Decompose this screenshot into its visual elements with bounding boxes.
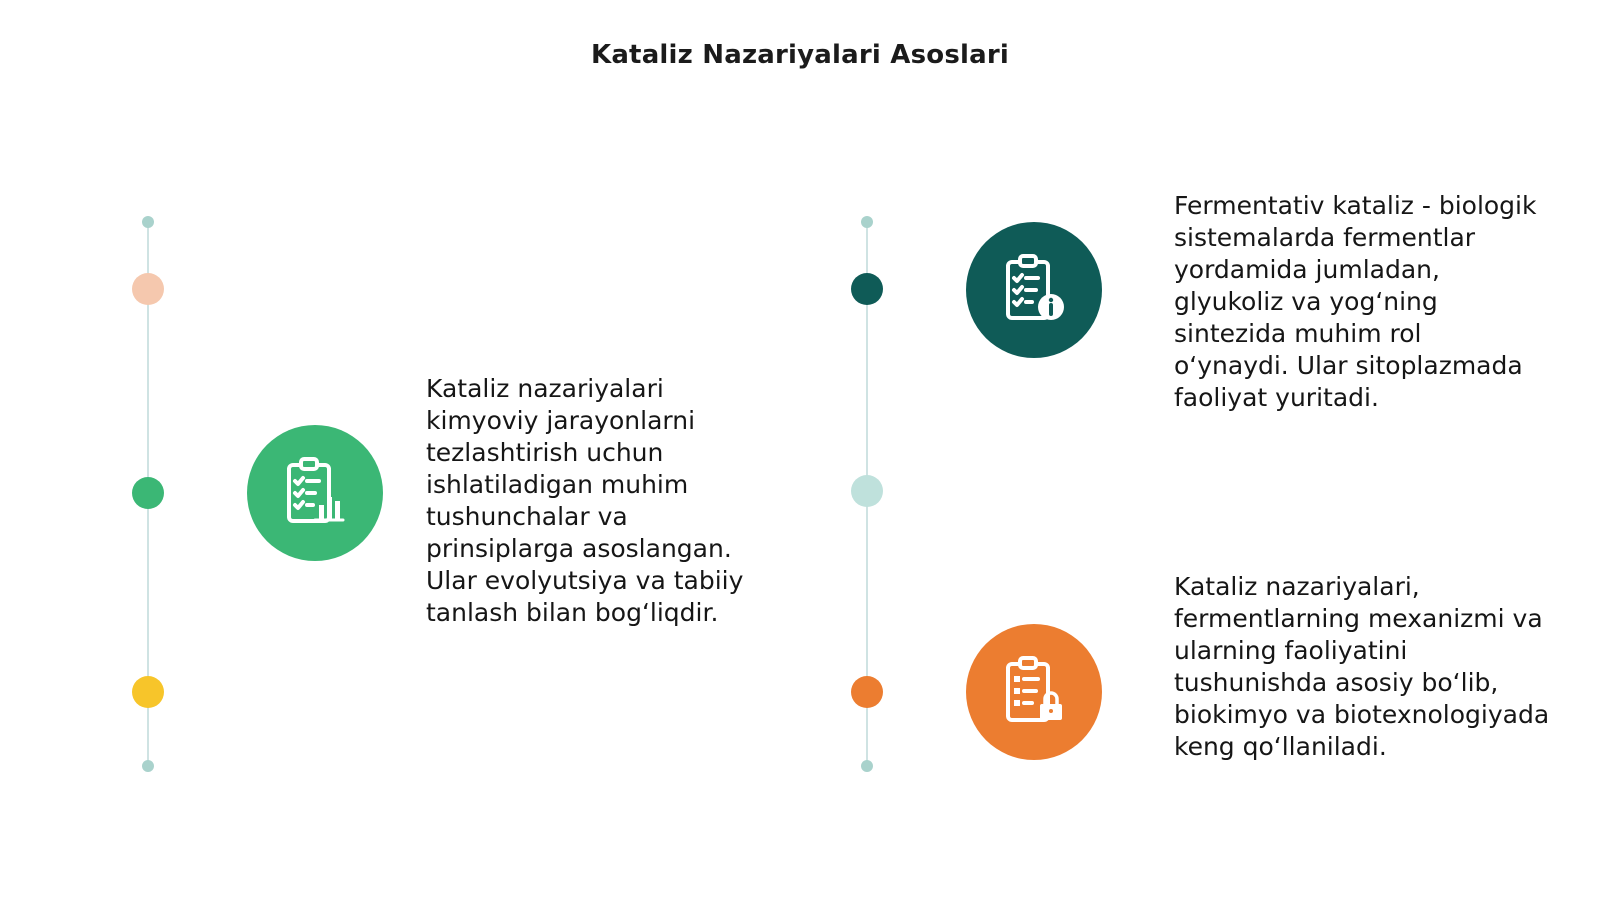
clipboard-chart-icon	[275, 453, 355, 533]
block-3-icon-circle	[966, 624, 1102, 760]
block-1-text: Kataliz nazariyalari kimyoviy jarayonlarni tezlashtirish uchun ishlatiladigan muhim tushunchalar va prinsiplarga asoslangan. Ular evolyutsiya va tabiiy tanlash bilan bog‘liqdir.	[426, 374, 744, 627]
block-3-text: Kataliz nazariyalari, fermentlarning mexanizmi va ularning faoliyatini tushunishda asosiy bo‘lib, biokimyo va biotexnologiyada keng qo‘llaniladi.	[1174, 572, 1550, 761]
left-timeline-end-dot	[142, 760, 154, 772]
left-timeline-yellow-dot	[132, 676, 164, 708]
block-1-icon-circle	[247, 425, 383, 561]
right-timeline-orange-dot	[851, 676, 883, 708]
left-timeline-peach-dot	[132, 273, 164, 305]
right-timeline-teal-dot	[851, 273, 883, 305]
page-title: Kataliz Nazariyalari Asoslari	[590, 40, 1010, 70]
right-timeline-light-teal-dot	[851, 475, 883, 507]
block-2-icon-circle	[966, 222, 1102, 358]
left-timeline-start-dot	[142, 216, 154, 228]
right-timeline-end-dot	[861, 760, 873, 772]
right-timeline-start-dot	[861, 216, 873, 228]
block-2-text: Fermentativ kataliz - biologik sistemalarda fermentlar yordamida jumladan, glyukoliz va yog‘ning sintezida muhim rol o‘ynaydi. Ular sitoplazmada faoliyat yuritadi.	[1174, 191, 1537, 412]
clipboard-info-icon	[994, 250, 1074, 330]
left-timeline-green-dot	[132, 477, 164, 509]
clipboard-lock-icon	[994, 652, 1074, 732]
